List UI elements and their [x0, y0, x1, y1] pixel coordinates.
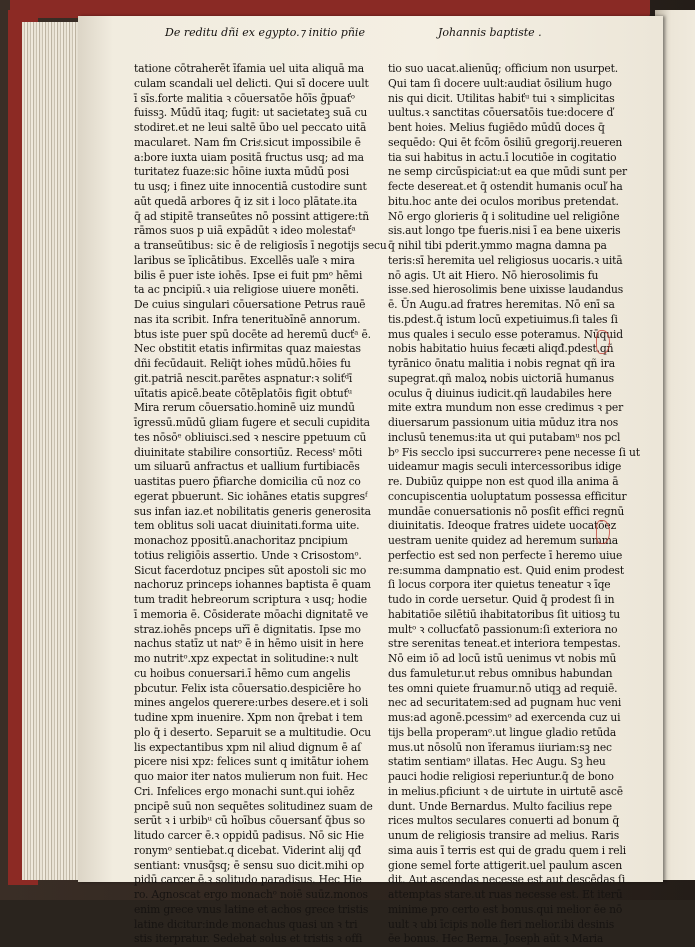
running-head-left: De reditu dñi ex egypto.⁊ initio pñie	[165, 26, 365, 39]
text-line: attemptas stare.ut ruas necesse est. Et iterū	[388, 888, 623, 901]
text-line: inclusū tenemus:ita ut qui putabamᵘ nos pcl	[388, 430, 621, 444]
text-line: nec ad securitatem:sed ad pugnam huc veni	[388, 696, 622, 710]
text-line: a transeūtibus: sic ē de religiosīs ī negotijs secu	[134, 239, 387, 252]
text-line: dñi fecūdauit. Reliq̄t iohes mūdū.hōies fu	[134, 357, 351, 370]
text-line: q̄ ad stipitē transeūtes nō possint attigere:tñ	[134, 209, 369, 223]
text-line: macularet. Nam fm Crisͤ.sicut impossibile ē	[134, 135, 361, 149]
rubric-mark	[596, 330, 610, 354]
text-line: sentiant: vnusq̄sq; ē sensu suo dicit.mihi op	[134, 858, 365, 872]
text-line: cu hoibus conuersari.ī hēmo cum angelis	[134, 666, 351, 680]
text-line: stis iterpratur. Sedebat solus et tristis ꝛ offi	[134, 932, 363, 946]
text-line: egerat pbuerunt. Sic iohānes etatis supgresᶠ	[134, 489, 368, 503]
text-line: nachoruz princeps iohannes baptista ē quam	[134, 578, 371, 592]
text-line: Cri. Infelices ergo monachi sunt.qui iohēz	[134, 784, 355, 798]
text-line: litudo carcer ē.ꝛ oppidū padisus. Nō sic Hie	[134, 829, 364, 842]
text-line: De cuius singulari cōuersatione Petrus rauē	[134, 298, 366, 311]
text-line: a:bore iuxta uiam positā fructus usq; ad ma	[134, 150, 364, 164]
text-line: straz.iohēs pnceps uřī ē dignitatis. Ipse mo	[134, 622, 361, 636]
text-line: Sicut facerdotuz pncipes sūt apostoli sic mo	[134, 563, 367, 577]
text-line: bilis ē puer iste iohēs. Ipse ei fuit pmᵒ hēmi	[134, 268, 363, 282]
text-line: ne semp circūspiciat:ut ea que mūdi sunt per	[388, 165, 627, 179]
text-line: totius religiōis assertio. Unde ꝛ Crisostomᵒ.	[134, 548, 362, 562]
text-line: pbcutur. Felix ista cōuersatio.despiciēre ho	[134, 681, 361, 695]
text-line: diuersarum passionum uitia mūduz itra nos	[388, 416, 619, 429]
text-line: īgressū.mūdū gliam fugere et seculi cupidita	[134, 416, 370, 429]
text-line: Mira rerum cōuersatio.hominē uiz mundū	[134, 401, 355, 415]
text-line: latine dicitur:inde monachus quasi un ꝛ tri	[134, 917, 358, 931]
text-line: multᵒ ꝛ collucťatō passionum:ſi exteriora no	[388, 622, 618, 636]
text-line: tyrānico ōnatu malitia i nobis regnat qñ ira	[388, 357, 615, 370]
text-line: tijs bella properamᵒ.ut lingue gladio retūda	[388, 725, 617, 739]
text-line: mus.ut nōsolū non īferamus iiuriam:sꝫ nec	[388, 740, 612, 754]
rubric-mark	[596, 520, 610, 544]
text-line: ēe bonus. Hec Berna. Joseph aūt ꝛ Maria	[388, 932, 604, 946]
text-line: ta ac pncipiū.ꝛ uia religiose uiuere monēti.	[134, 283, 359, 297]
text-line: tu usq; i finez uite innocentiā custodire sunt	[134, 180, 367, 193]
text-line: stre serenitas teneat.et interiora tempestas.	[388, 637, 621, 651]
text-line: nis qui dicit. Utilitas habiťᵘ tui ꝛ simplicitas	[388, 91, 615, 105]
text-line: ī sīs.forte malitia ꝛ cōuersatōe hōīs ḡpuaťᵒ	[134, 91, 355, 105]
text-line: turitatez fuaze:sic hōine iuxta mūdū posi	[134, 165, 349, 179]
text-line: concupiscentia uoluptatum possessa efficitur	[388, 489, 627, 503]
text-line: habitatiōe silētiū ihabitatoribus ſit uitiosꝫ tu	[388, 607, 620, 621]
text-line: tatione cōtraherēt īfamia uel uita aliquā ma	[134, 62, 365, 75]
text-line: mo nutritᵒ.xpz expectat in solitudine:ꝛ nult	[134, 652, 359, 665]
text-line: supegrat.qñ maloꝝ nobis uictoriā humanus	[388, 371, 614, 385]
text-line: uultus.ꝛ sanctitas cōuersatōis tue:docere ď	[388, 106, 614, 120]
text-line: git.patriā nescit.parētes aspnatur:ꝛ soliťᵈī	[134, 371, 353, 385]
text-line: uestram uenite quidez ad heremum summa	[388, 534, 618, 547]
text-line: statim sentiamᵒ illatas. Hec Augu. Sꝫ heu	[388, 755, 606, 769]
text-line: in melius.pficiunt ꝛ de uirtute in uirtutē ascē	[388, 784, 623, 798]
text-line: fecte desereat.et q̄ ostendit humanis ocuľ ha	[388, 180, 623, 193]
text-line: dunt. Unde Bernardus. Multo facilius repe	[388, 799, 612, 813]
text-line: nobis habitatio huius fecæti aliqđ.pdest.qñ	[388, 342, 614, 356]
text-line: plo q̄ i deserto. Separuit se a multitudie. Ocu	[134, 725, 371, 739]
text-line: gione semel forte attigerit.uel paulum ascen	[388, 858, 623, 872]
text-line: laribus se īplicātibus. Excellēs uaľe ꝛ mira	[134, 253, 355, 267]
text-line: um siluarū anfractus et uallium furtiḃiacēs	[134, 460, 360, 474]
text-line: tum tradit hebreorum scriptura ꝛ usq; hodie	[134, 593, 367, 606]
text-line: mus:ad agonē.pcessimᵒ ad exercenda cuz ui	[388, 711, 621, 724]
text-line: serūt ꝛ i urbibᵘ cū hoībus cōuersanť q̄bus so	[134, 814, 366, 828]
running-head-right: Johannis baptiste .	[438, 26, 542, 39]
text-line: tes nōsōᵉ obliuisci.sed ꝛ nescire ppetuum cū	[134, 430, 367, 444]
text-line: uult ꝛ ubi īcipis nolle fieri melior.ibi desinis	[388, 917, 615, 931]
text-line: nas ita scribit. Infra tenerituꝺīnē annorum.	[134, 312, 361, 326]
text-line: mus quales i seculo esse poteramus. Nūquid	[388, 327, 623, 341]
text-line: tes omni quiete fruamur.nō utiqꝫ ad requiē.	[388, 681, 618, 695]
text-line: Nō eim iō ad locū istū uenimus vt nobis mū	[388, 652, 617, 665]
text-line: ro. Agnoscat ergo monachᵒ noiē suūz.monos	[134, 888, 368, 901]
text-line: tudine xpm inuenire. Xpm non q̄rebat i tem	[134, 711, 363, 724]
text-line: re. Dubiūz quippe non est quod illa anima ā	[388, 475, 619, 488]
text-line: stodiret.et ne leui saltē ūbo uel peccato uitā	[134, 121, 367, 134]
text-column-left	[134, 62, 387, 947]
text-line: nachus statīz ut natᵒ ē in hēmo uisit in here	[134, 637, 364, 651]
text-line: dus famuletur.ut rebus omnibus habundan	[388, 666, 613, 680]
text-line: mines angelos querere:urbes desere.et i soli	[134, 696, 369, 710]
text-line: diuinitatis. Ideoque fratres uidete uocatōez	[388, 519, 617, 533]
text-line: rāmos suos p uiā expādūt ꝛ ideo molestaťᵃ	[134, 224, 356, 238]
text-line: Nec obstitit etatis infirmitas quaz maiestas	[134, 342, 361, 356]
text-line: mundāe conuersationis nō posſit effici regnū	[388, 504, 625, 518]
text-line: tem oblitus soli uacat diuinitati.forma uite.	[134, 519, 360, 533]
text-line: ſi locus corpora iter quietus teneatur ꝛ īqe	[388, 578, 611, 592]
text-line: oculus q̄ diuinus iudicit.qñ laudabiles here	[388, 386, 612, 400]
text-line: isse.sed hierosolimis bene uixisse laudandus	[388, 283, 624, 297]
text-line: aūt quedā arbores q̄ iz sit i loco plātate.ita	[134, 194, 358, 208]
text-line: uideamur magis seculi intercessoribus idige	[388, 460, 622, 474]
text-line: Nō ergo glorieris q̄ i solitudine uel religiōne	[388, 209, 620, 223]
text-line: enim grece vnus latine et achos grece tristis	[134, 902, 369, 916]
text-line: picere nisi xpz: felices sunt q imitātur iohem	[134, 755, 369, 769]
text-line: sus infan iaz.et nobilitatis generis generosita	[134, 504, 371, 518]
text-line: culam scandali uel delicti. Qui sī docere uult	[134, 76, 369, 90]
text-line: Qui tam ſi docere uult:audiat ōsilium hugo	[388, 76, 612, 90]
text-line: bitu.hoc ante dei oculos moribus pretendat.	[388, 194, 619, 208]
text-line: pauci hodie religiosi reperiuntur.q̄ de bono	[388, 770, 614, 783]
text-line: bent hoies. Melius fugiēdo mūdū doces q̄	[388, 121, 605, 134]
text-line: btus iste puer spū docēte ad heremū ducťᵃ ē.	[134, 327, 371, 341]
text-line: re:summa dampnatio est. Quid enim prodest	[388, 563, 624, 577]
text-line: ronymᵒ sentiebat.q dicebat. Viderint alij qđ	[134, 843, 362, 857]
text-line: perfectio est sed non perfecte ī heremo uiue	[388, 548, 623, 562]
text-line: tis.pdest.q̄ istum locū expetiuimus.ſi tales ſi	[388, 312, 618, 326]
text-line: uītatis apicē.beate cōtēplatōis figit obtuťᵘ	[134, 386, 352, 400]
text-line: pncipē suū non sequētes solitudinez suam de	[134, 799, 373, 813]
text-line: tio suo uacat.alienūq; officium non usurpet.	[388, 62, 618, 75]
text-line: ē. Ūn Augu.ad fratres heremitas. Nō enī sa	[388, 298, 615, 311]
page-edges	[22, 22, 82, 880]
text-line: sis.aut longo tpe fueris.nisi ī ea bene uixeris	[388, 224, 621, 238]
text-line: pidū carcer ē.ꝛ solitudo paradisus. Hec Hie	[134, 873, 362, 887]
text-line: dit. Aut ascendas necesse est aut descēdas ſi	[388, 873, 626, 887]
text-line: rices multos seculares conuerti ad bonum q̄	[388, 814, 620, 828]
text-line: monachoz ppositū.anachoritaz pncipium	[134, 534, 348, 547]
text-line: tudo in corde uersetur. Quid q̄ prodest ſi in	[388, 593, 615, 606]
text-line: q̄ nihil tibi pderit.ymmo magna damna pa	[388, 239, 607, 252]
text-line: tia sui habitus in actu.ī locutiōe in cogitatio	[388, 150, 617, 164]
text-line: bᵒ Fis secclo ipsi succurrereꝛ pene necesse ſi ut	[388, 445, 640, 459]
text-line: diuinitate stabilire consortiūz. Recessᵗ mōti	[134, 445, 363, 459]
text-line: ī memoria ē. Cōsiderate mōachi dignitatē ve	[134, 607, 369, 621]
text-column-right	[388, 62, 640, 947]
text-line: nō agis. Ut ait Hiero. Nō hierosolimis fu	[388, 268, 599, 282]
text-line: sima auis ī terris est qui de gradu quem i reli	[388, 843, 626, 857]
text-line: minime pro certo est bonus.qui melior ēe nō	[388, 902, 623, 916]
text-line: unum de religiosis transire ad melius. Raris	[388, 829, 620, 842]
text-line: sequēdo: Qui ēt fcōm ōsiliū gregorij.reueren	[388, 135, 623, 149]
text-line: teris:sī heremita uel religiosus uocaris.ꝛ uitā	[388, 253, 623, 267]
text-line: uastitas puero p̄fiarche domicilia cū noz co	[134, 475, 361, 488]
text-line: quo maior iter natos mulierum non fuit. Hec	[134, 770, 368, 783]
text-line: mite extra mundum non esse credimus ꝛ per	[388, 401, 624, 415]
text-line: lis expectantibus xpm nil aliud dignum ē aſ	[134, 740, 361, 754]
text-line: fuissꝫ. Mūdū itaq; fugit: ut sacietateꝫ suā cu	[134, 106, 368, 120]
